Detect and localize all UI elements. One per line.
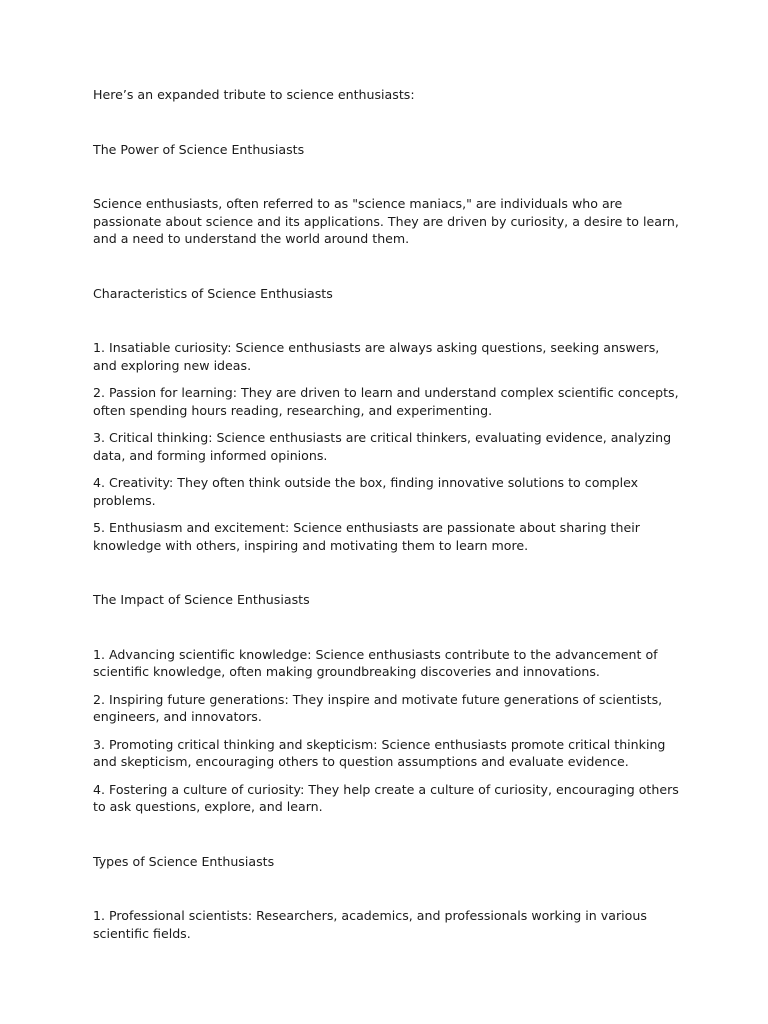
list-item: 2. Passion for learning: They are driven to learn and understand complex scientific concepts, often spending hours reading, researching, and experimenting. (93, 385, 679, 418)
paragraph-power: Science enthusiasts, often referred to as "science maniacs," are individuals who are passionate about science and its applications. They are driven by curiosity, a desire to learn, and a need to understand the world around them. (93, 196, 679, 246)
list-item: 1. Professional scientists: Researchers, academics, and professionals working in various scientific fields. (93, 908, 647, 941)
list-item: 5. Enthusiasm and excitement: Science enthusiasts are passionate about sharing their knowledge with others, inspiring and motivating them to learn more. (93, 520, 640, 553)
intro-text: Here’s an expanded tribute to science enthusiasts: (93, 87, 415, 102)
document-page (93, 86, 683, 952)
list-item: 1. Advancing scientific knowledge: Science enthusiasts contribute to the advancement of scientific knowledge, often making groundbreaking discoveries and innovations. (93, 646, 658, 679)
heading-characteristics: Characteristics of Science Enthusiasts (93, 285, 333, 301)
heading-types: Types of Science Enthusiasts (93, 853, 275, 869)
list-item: 4. Creativity: They often think outside the box, finding innovative solutions to complex problems. (93, 475, 639, 508)
list-item: 1. Insatiable curiosity: Science enthusiasts are always asking questions, seeking answers, and exploring new ideas. (93, 340, 660, 373)
list-item: 3. Critical thinking: Science enthusiasts are critical thinkers, evaluating evidence, analyzing data, and forming informed opinions. (93, 430, 672, 463)
list-item: 2. Inspiring future generations: They inspire and motivate future generations of scientists, engineers, and innovators. (93, 691, 663, 724)
heading-power: The Power of Science Enthusiasts (93, 141, 305, 157)
list-item: 4. Fostering a culture of curiosity: They help create a culture of curiosity, encouraging others to ask questions, explore, and learn. (93, 781, 679, 814)
heading-impact: The Impact of Science Enthusiasts (93, 592, 310, 607)
list-item: 3. Promoting critical thinking and skepticism: Science enthusiasts promote critical thinking and skepticism, encouraging others to question assumptions and evaluate evidence. (93, 736, 666, 769)
